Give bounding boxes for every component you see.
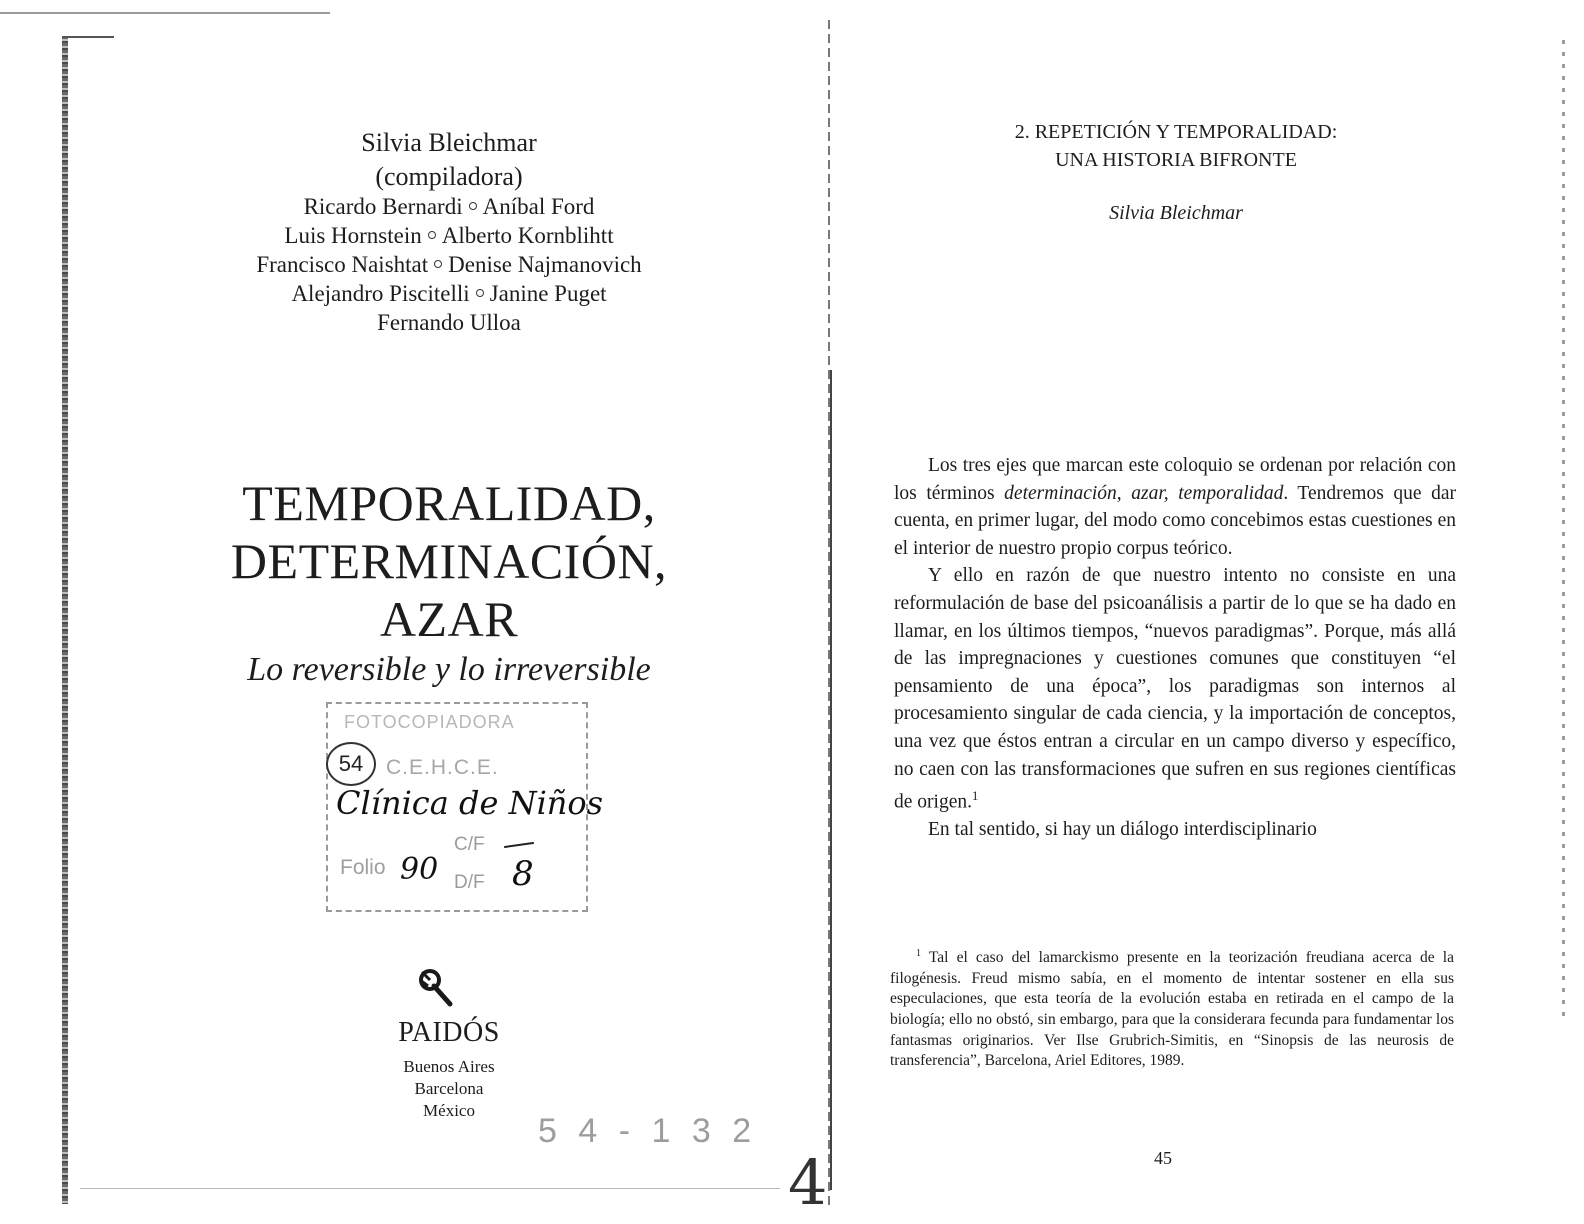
book-title-line: AZAR [379, 591, 519, 647]
bullet-separator [434, 260, 442, 268]
editor-name: Silvia Bleichmar [361, 128, 537, 157]
chapter-title-line: 2. REPETICIÓN Y TEMPORALIDAD: [1014, 121, 1338, 143]
paragraph-text: Y ello en razón de que nuestro intento no consiste en una reformulación de base del psicoanálisis a partir de lo que se ha dado en llamar, en los últimos tiempos, “nuevos paradigmas”. Porque, más allá de las impregnaciones y cuestiones comunes que constituyen “el pensamiento de una época”, los paradigmas son internos al procesamiento singular de cada ciencia, y la importación de conceptos, una vez que éstos entran a circular en un campo diverso y específico, no caen con las transformaciones que sufren en sus regiones científicas de origen. [894, 565, 1456, 813]
page-right-edge [1562, 40, 1565, 1020]
chapter-author: Silvia Bleichmar [1109, 202, 1243, 224]
book-gutter-line [830, 370, 832, 1190]
contributor-line [70, 308, 828, 337]
contributor-line [70, 221, 828, 250]
publisher-city: Buenos Aires [403, 1057, 495, 1076]
book-subtitle: Lo reversible y lo irreversible [247, 651, 651, 688]
bullet-separator [428, 231, 436, 239]
chapter-page [836, 0, 1562, 1224]
book-title-line: DETERMINACIÓN, [230, 533, 668, 589]
book-title [70, 474, 828, 648]
chapter-body [894, 452, 1456, 844]
page-number: 45 [1154, 1148, 1172, 1168]
contributor-name: Janine Puget [489, 281, 607, 306]
stamp-df-value: 8 [512, 854, 534, 894]
contributor-line [70, 192, 828, 221]
page-left-edge [62, 36, 68, 1204]
footnote [890, 944, 1454, 1072]
book-title-line: TEMPORALIDAD, [242, 475, 656, 531]
bullet-separator [476, 289, 484, 297]
bullet-separator [469, 202, 477, 210]
title-page [70, 0, 828, 1224]
italic-terms: determinación, azar, temporalidad [1004, 482, 1284, 504]
publisher-name: PAIDÓS [398, 1017, 500, 1048]
catalog-number: 5 4 - 1 3 2 [538, 1112, 758, 1150]
contributor-name: Aníbal Ford [482, 194, 595, 219]
library-stamp [326, 702, 604, 912]
gutter-handwritten-mark: 4 [788, 1146, 828, 1219]
footnote-reference: 1 [971, 789, 979, 804]
paragraph [894, 562, 1456, 816]
stamp-folio-label: Folio [340, 856, 386, 879]
stamp-organization: C.E.H.C.E. [386, 756, 499, 779]
chapter-title-line: UNA HISTORIA BIFRONTE [1055, 149, 1297, 171]
contributors-list [70, 192, 828, 337]
paragraph: En tal sentido, si hay un diálogo interdisciplinario [928, 819, 1317, 841]
footnote-mark: 1 [916, 948, 922, 959]
contributor-name: Denise Najmanovich [448, 252, 642, 277]
contributor-line [70, 279, 828, 308]
paragraph-text: Los tres ejes que marcan este coloquio se ordenan por relación con los términos [894, 455, 1456, 504]
contributor-name: Ricardo Bernardi [303, 194, 463, 219]
stamp-handwritten-clinic: Clínica de Niños [336, 784, 604, 822]
chapter-title [926, 118, 1426, 174]
footnote-text: Tal el caso del lamarckismo presente en la teorización freudiana acerca de la filogénesis. Freud mismo sabía, en el momento de intentar sostener en ella sus especulaciones, que esta teoría de la evolución estaba en retirada en el campo de la biología; ello no obstó, sin embargo, para que la considerara fecunda para fundamentar los fantasmas originarios. Ver Ilse Grubrich-Simitis, en “Sinopsis de las neurosis de transferencia”, Barcelona, Ariel Editores, 1989. [890, 949, 1454, 1070]
stamp-number: 54 [326, 742, 376, 786]
stamp-title: FOTOCOPIADORA [344, 712, 515, 732]
contributor-name: Alejandro Piscitelli [291, 281, 470, 306]
publisher-city: Barcelona [414, 1079, 484, 1098]
contributor-name: Francisco Naishtat [256, 252, 429, 277]
stamp-cf-label: C/F [454, 834, 485, 855]
contributor-name: Luis Hornstein [284, 223, 422, 248]
publisher-city: México [423, 1101, 475, 1120]
paragraph-text: . Tendremos que dar cuenta, en primer lugar, del modo como concebimos estas cuestiones en el interior de nuestro propio corpus teórico. [894, 482, 1457, 559]
stamp-df-label: D/F [454, 872, 485, 893]
contributor-line [70, 250, 828, 279]
publisher-logo-icon [416, 966, 456, 1010]
contributor-name: Fernando Ulloa [377, 310, 521, 335]
stamp-cf-mark [504, 842, 534, 848]
contributor-name: Alberto Kornblihtt [441, 223, 614, 248]
stamp-folio-value: 90 [400, 852, 439, 887]
editor-role: (compiladora) [375, 162, 523, 191]
paragraph [894, 452, 1456, 562]
